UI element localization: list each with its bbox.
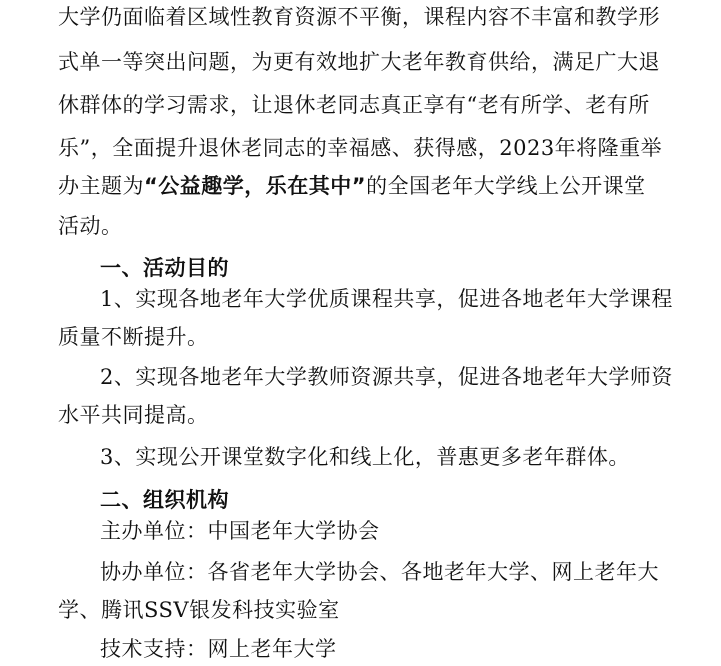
co-host-line-2: 学、腾讯SSV银发科技实验室 (58, 598, 340, 622)
intro-line-5-prefix: 办主题为 (58, 174, 144, 198)
purpose-item-1-line-1: 1、实现各地老年大学优质课程共享，促进各地老年大学课程 (100, 287, 673, 311)
intro-line-1: 大学仍面临着区域性教育资源不平衡，课程内容不丰富和教学形 (58, 5, 660, 29)
tech-support: 技术支持：网上老年大学 (100, 637, 337, 661)
intro-line-5-suffix: 的全国老年大学线上公开课堂 (366, 174, 646, 198)
intro-line-6: 活动。 (58, 214, 123, 238)
theme-emphasis: “公益趣学，乐在其中” (144, 174, 367, 198)
intro-line-3: 休群体的学习需求，让退休老同志真正享有“老有所学、老有所 (58, 93, 650, 117)
intro-line-5 (58, 171, 688, 201)
section-heading-organization: 二、组织机构 (100, 488, 229, 512)
host-unit: 主办单位：中国老年大学协会 (100, 519, 380, 543)
section-heading-purpose: 一、活动目的 (100, 256, 229, 280)
co-host-line-1: 协办单位：各省老年大学协会、各地老年大学、网上老年大 (100, 560, 659, 584)
purpose-item-2-line-1: 2、实现各地老年大学教师资源共享，促进各地老年大学师资 (100, 365, 673, 389)
intro-line-4: 乐”，全面提升退休老同志的幸福感、获得感，2023年将隆重举 (58, 136, 663, 160)
purpose-item-2-line-2: 水平共同提高。 (58, 403, 209, 427)
purpose-item-3: 3、实现公开课堂数字化和线上化，普惠更多老年群体。 (100, 445, 630, 469)
purpose-item-1-line-2: 质量不断提升。 (58, 325, 209, 349)
intro-line-2: 式单一等突出问题，为更有效地扩大老年教育供给，满足广大退 (58, 50, 660, 74)
